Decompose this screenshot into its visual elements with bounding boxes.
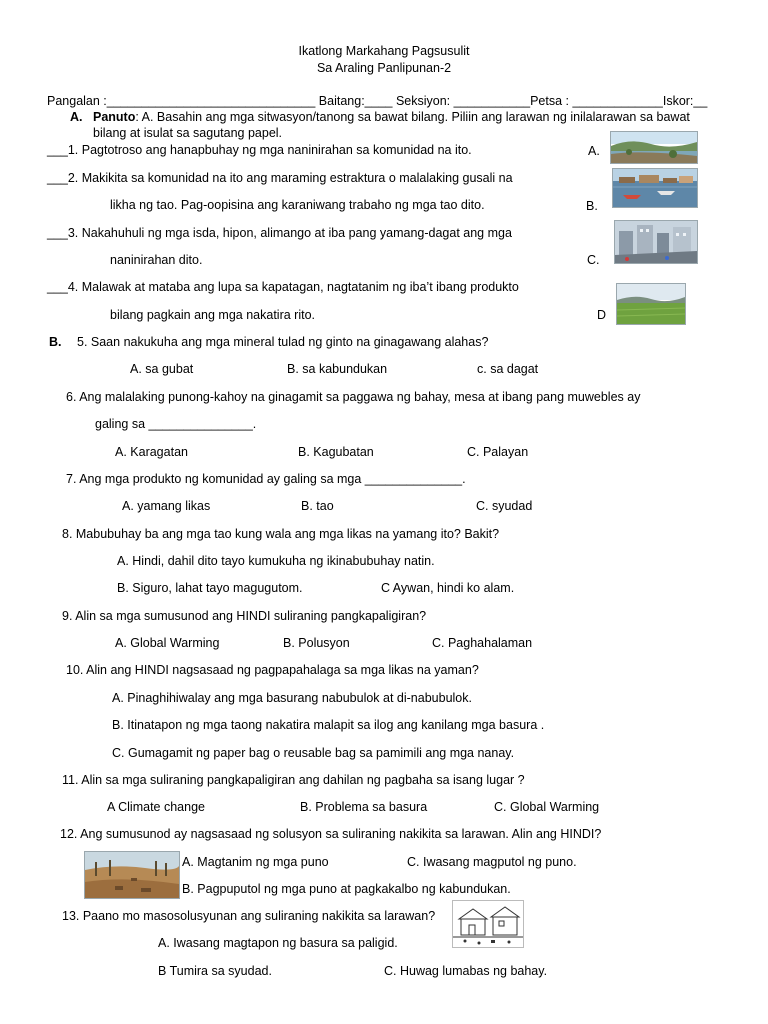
q8-option-a: A. Hindi, dahil dito tayo kumukuha ng ikinabubuhay natin. bbox=[117, 554, 435, 568]
q11-option-c: C. Global Warming bbox=[494, 800, 600, 814]
item-3-line-1: ___3. Nakahuhuli ng mga isda, hipon, alimango at iba pang yamang-dagat ang mga bbox=[47, 226, 512, 240]
part-a-instruction bbox=[93, 110, 690, 125]
picture-deforestation bbox=[84, 851, 180, 899]
q10-option-b: B. Itinatapon ng mga taong nakatira malapit sa ilog ang kanilang mga basura . bbox=[112, 718, 545, 732]
picture-b-fishing-village bbox=[612, 168, 698, 208]
q12-option-c: C. Iwasang magputol ng puno. bbox=[407, 855, 577, 869]
instruction-text-1: : A. Basahin ang mga sitwasyon/tanong sa bawat bilang. Piliin ang larawan ng inilalarawan sa bawat bbox=[135, 110, 690, 124]
question-6-line-2: galing sa _______________. bbox=[95, 417, 257, 431]
question-11: 11. Alin sa mga suliraning pangkapaligiran ang dahilan ng pagbaha sa isang lugar ? bbox=[62, 773, 525, 787]
choice-b-label: B. bbox=[586, 199, 598, 213]
item-4-line-1: ___4. Malawak at mataba ang lupa sa kapatagan, nagtatanim ng iba’t ibang produkto bbox=[47, 280, 519, 294]
q12-option-a: A. Magtanim ng mga puno bbox=[182, 855, 329, 869]
question-5: 5. Saan nakukuha ang mga mineral tulad ng ginto na ginagawang alahas? bbox=[77, 335, 489, 349]
question-12: 12. Ang sumusunod ay nagsasaad ng solusyon sa suliraning nakikita sa larawan. Alin ang HINDI? bbox=[60, 827, 602, 841]
instruction-text-2: bilang at isulat sa sagutang papel. bbox=[93, 126, 283, 140]
q7-option-c: C. syudad bbox=[476, 499, 533, 513]
q9-option-b: B. Polusyon bbox=[283, 636, 350, 650]
part-a-letter: A. bbox=[70, 110, 83, 124]
item-2-line-1: ___2. Makikita sa komunidad na ito ang maraming estraktura o malalaking gusali na bbox=[47, 171, 513, 185]
q13-option-b: B Tumira sa syudad. bbox=[158, 964, 272, 978]
exam-subtitle: Sa Araling Panlipunan-2 bbox=[316, 61, 452, 75]
q6-option-c: C. Palayan bbox=[467, 445, 529, 459]
item-4-line-2: bilang pagkain ang mga nakatira rito. bbox=[110, 308, 315, 322]
question-9: 9. Alin sa mga sumusunod ang HINDI suliraning pangkapaligiran? bbox=[62, 609, 427, 623]
question-8: 8. Mabubuhay ba ang mga tao kung wala ang mga likas na yamang ito? Bakit? bbox=[62, 527, 500, 541]
picture-a-coastal-landscape bbox=[610, 131, 698, 164]
question-10: 10. Alin ang HINDI nagsasaad ng pagpapahalaga sa mga likas na yaman? bbox=[66, 663, 479, 677]
q13-option-c: C. Huwag lumabas ng bahay. bbox=[384, 964, 548, 978]
q8-option-b: B. Siguro, lahat tayo magugutom. bbox=[117, 581, 303, 595]
q10-option-c: C. Gumagamit ng paper bag o reusable bag sa pamimili ang mga nanay. bbox=[112, 746, 515, 760]
choice-d-label: D bbox=[597, 308, 607, 322]
picture-c-city-buildings bbox=[614, 220, 698, 264]
picture-littered-houses bbox=[452, 900, 524, 948]
q8-option-c: C Aywan, hindi ko alam. bbox=[381, 581, 515, 595]
question-13: 13. Paano mo masosolusyunan ang suliraning nakikita sa larawan? bbox=[62, 909, 436, 923]
q11-option-a: A Climate change bbox=[107, 800, 205, 814]
student-info-line: Pangalan :______________________________ Baitang:____ Seksiyon: ___________Petsa : _____________Iskor:__ bbox=[47, 94, 708, 108]
item-1: ___1. Pagtotroso ang hanapbuhay ng mga naninirahan sa komunidad na ito. bbox=[47, 143, 472, 157]
q11-option-b: B. Problema sa basura bbox=[300, 800, 428, 814]
q13-option-a: A. Iwasang magtapon ng basura sa paligid. bbox=[158, 936, 398, 950]
picture-d-farmland bbox=[616, 283, 686, 325]
item-2-line-2: likha ng tao. Pag-oopisina ang karaniwang trabaho ng mga tao dito. bbox=[110, 198, 485, 212]
q9-option-a: A. Global Warming bbox=[115, 636, 220, 650]
question-7: 7. Ang mga produkto ng komunidad ay galing sa mga ______________. bbox=[66, 472, 466, 486]
choice-c-label: C. bbox=[587, 253, 600, 267]
part-b-letter: B. bbox=[49, 335, 62, 349]
item-3-line-2: naninirahan dito. bbox=[110, 253, 203, 267]
panuto-label: Panuto bbox=[93, 110, 136, 124]
q6-option-a: A. Karagatan bbox=[115, 445, 188, 459]
q9-option-c: C. Paghahalaman bbox=[432, 636, 533, 650]
choice-a-label: A. bbox=[588, 144, 600, 158]
q6-option-b: B. Kagubatan bbox=[298, 445, 374, 459]
question-6: 6. Ang malalaking punong-kahoy na ginagamit sa paggawa ng bahay, mesa at ibang pang muwebles ay bbox=[66, 390, 641, 404]
q10-option-a: A. Pinaghihiwalay ang mga basurang nabubulok at di-nabubulok. bbox=[112, 691, 472, 705]
q5-option-b: B. sa kabundukan bbox=[287, 362, 388, 376]
q12-option-b: B. Pagpuputol ng mga puno at pagkakalbo ng kabundukan. bbox=[182, 882, 511, 896]
q5-option-c: c. sa dagat bbox=[477, 362, 539, 376]
q5-option-a: A. sa gubat bbox=[130, 362, 194, 376]
q7-option-b: B. tao bbox=[301, 499, 334, 513]
q7-option-a: A. yamang likas bbox=[122, 499, 211, 513]
exam-title: Ikatlong Markahang Pagsusulit bbox=[298, 44, 470, 58]
